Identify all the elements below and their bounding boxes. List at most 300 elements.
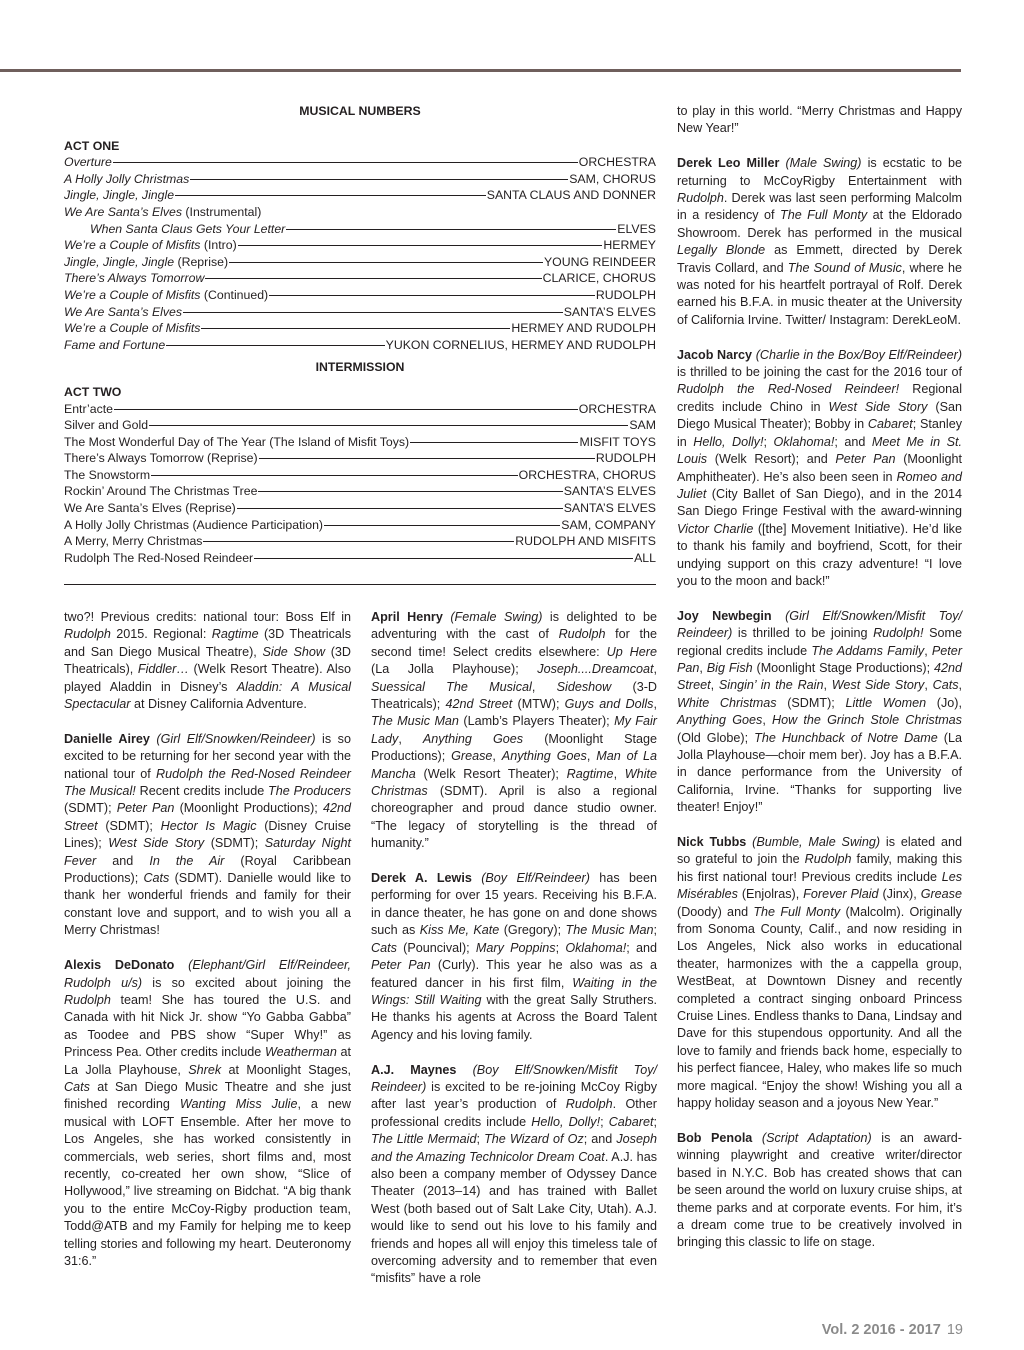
- song-row: [64, 450, 656, 467]
- bio-text: ,: [653, 662, 657, 677]
- bio-italic: The Hunchback of Notre Dame: [754, 730, 938, 745]
- bio-italic: Sideshow: [556, 679, 612, 694]
- bio-paragraph: [371, 609, 657, 853]
- bio-italic: The Music Man: [565, 923, 654, 938]
- song-name: Fame and Fortune: [64, 337, 166, 352]
- bio-text: ,: [398, 731, 423, 746]
- bio-text: ,: [699, 660, 707, 675]
- bio-text: . Other professional credits include: [371, 1097, 657, 1129]
- dot-leader: [166, 345, 384, 346]
- bio-column-middle: [371, 609, 657, 1305]
- dot-leader: [114, 409, 578, 410]
- bio-italic: Side Show: [262, 644, 325, 659]
- bio-italic: Waiting in the Wings: Still Waiting: [371, 975, 657, 1007]
- bio-text: (SDMT);: [204, 836, 265, 851]
- dot-leader: [175, 195, 486, 196]
- bio-text: (3-D Theatricals);: [371, 679, 657, 712]
- bio-text: ;: [476, 1132, 485, 1147]
- song-name: We Are Santa’s Elves: [64, 204, 183, 219]
- bio-italic: Meet Me in St. Louis: [677, 434, 962, 467]
- bio-text: , a new musical with LOFT Ensemble. After her move to Los Angeles, she has worked consistently in commercials, web series, short films and, most recently, co-created her own show, “Slice of Hollywood,” live streaming on Bidchat. “A big thank you to the entire McCoy-Rigby production team, Todd@ATB and my Family for helping me to keep telling stories and following my heart. Deuteronomy 31:6.”: [64, 1097, 351, 1268]
- song-performer: SAM, CHORUS: [569, 171, 656, 186]
- bio-text: (SDMT). April is also a regional choreographer and proud dance studio owner. “The legacy of storytelling is the thread of humanity.”: [371, 784, 657, 851]
- bio-text: ,: [653, 697, 657, 712]
- bio-italic: (Elephant/Girl Elf/Reindeer, Rudolph u/s): [64, 958, 352, 990]
- dot-leader: [203, 541, 514, 542]
- bio-text: ,: [492, 749, 502, 764]
- musical-numbers-title: MUSICAL NUMBERS: [299, 104, 421, 118]
- bio-italic: Rudolph: [558, 627, 606, 642]
- dot-leader: [151, 475, 518, 476]
- song-row: [64, 320, 656, 337]
- bio-italic: Mary Poppins: [475, 940, 556, 955]
- bio-text: is so excited to be returning for her second year with the national tour of: [64, 731, 351, 781]
- performer-name: Danielle Airey: [64, 731, 150, 746]
- bio-text: for the second time! Select credits elsewhere:: [371, 627, 657, 659]
- act-one-list: [64, 154, 656, 353]
- bio-column-left: [64, 609, 351, 1288]
- bio-italic: (Boy Elf/Reindeer): [481, 871, 590, 886]
- song-performer: HERMEY AND RUDOLPH: [511, 321, 656, 336]
- song-title: [64, 320, 200, 337]
- bio-italic: West Side Story: [831, 678, 925, 693]
- bio-text: is an award-winning playwright and creative writer/director based in N.Y.C. Bob has created shows that can be seen around the world on luxury cruise ships, at theme parks and at corporate events. For him, it’s a dream come true to be creatively involved in bringing this classic to life on stage.: [677, 1130, 962, 1250]
- bio-italic: Cabaret: [867, 417, 913, 432]
- bio-text: ; and: [834, 434, 872, 449]
- bio-text: ([the] Movement Initiative). He’d like to thank his family and boyfriend, Scott, for their undying support on this crazy adventure! “I love you to the moon and back!”: [677, 521, 962, 588]
- bio-text: ; Stanley in: [677, 417, 962, 449]
- song-title: [64, 450, 258, 467]
- bio-text: Some regional credits include: [677, 626, 963, 658]
- bio-italic: In the Air: [149, 853, 225, 868]
- song-row: [64, 204, 656, 221]
- song-note: (Continued): [200, 287, 269, 302]
- song-title: [64, 533, 202, 550]
- bio-italic: The Sound of Music: [787, 260, 902, 275]
- song-row: [64, 304, 656, 321]
- song-title: [64, 467, 150, 484]
- song-name: Entr’acte: [64, 401, 113, 416]
- song-title: [64, 517, 323, 534]
- musical-numbers-divider: [64, 584, 656, 585]
- act-two-heading: ACT TWO: [64, 384, 122, 399]
- bio-italic: Man of La Mancha: [371, 749, 657, 781]
- bio-paragraph: [677, 155, 962, 329]
- song-performer: CLARICE, CHORUS: [542, 271, 656, 286]
- bio-italic: 42nd Street: [64, 801, 351, 833]
- bio-italic: Cats: [932, 678, 959, 693]
- song-name: The Snowstorm: [64, 467, 151, 482]
- bio-italic: Les Misérables: [677, 869, 962, 902]
- song-row: [64, 517, 656, 534]
- bio-text: as Emmett, directed by Derek Travis Collard, and: [677, 243, 962, 275]
- song-performer: MISFIT TOYS: [579, 434, 656, 449]
- dot-leader: [229, 262, 543, 263]
- performer-name: Derek A. Lewis: [371, 871, 472, 886]
- bio-italic: Peter Pan: [371, 958, 431, 973]
- bio-text: ;: [653, 1114, 658, 1129]
- footer-volume: Vol. 2 2016 - 2017: [821, 1322, 941, 1338]
- song-row: [64, 401, 656, 418]
- bio-text: ; and: [626, 940, 657, 955]
- bio-text: two?! Previous credits: national tour: Boss Elf in: [64, 610, 351, 624]
- bio-paragraph: [371, 870, 657, 1044]
- bio-italic: Big Fish: [706, 660, 753, 675]
- bio-italic: West Side Story: [828, 399, 928, 414]
- bio-text: is ecstatic to be returning to McCoyRigby Entertainment with: [677, 156, 963, 188]
- bio-italic: Rudolph: [804, 852, 852, 867]
- song-note: (Instrumental): [182, 204, 262, 219]
- song-row: [64, 287, 656, 304]
- song-name: A Merry, Merry Christmas: [64, 534, 203, 549]
- bio-text: ,: [924, 678, 933, 693]
- bio-text: Recent credits include: [135, 784, 269, 799]
- bio-text: (Moonlight Amphitheater). He’s also been seen in: [677, 452, 962, 484]
- song-performer: ORCHESTRA: [578, 401, 656, 416]
- dot-leader: [190, 179, 568, 180]
- bio-italic: Little Women: [845, 695, 927, 710]
- song-title: [64, 417, 148, 434]
- bio-italic: My Fair Lady: [371, 714, 657, 746]
- bio-italic: Wanting Miss Julie: [179, 1097, 298, 1112]
- song-performer: SANTA’S ELVES: [563, 484, 656, 499]
- bio-text: is so excited about joining the: [142, 975, 351, 990]
- bio-italic: Ragtime: [566, 766, 614, 781]
- bio-italic: Rudolph: [64, 627, 111, 642]
- bio-text: Regional credits include Chino in: [677, 382, 962, 414]
- bio-paragraph: [64, 731, 351, 940]
- song-row: [64, 550, 656, 567]
- performer-name: Jacob Narcy: [677, 347, 753, 362]
- bio-italic: Grease: [451, 749, 493, 764]
- bio-italic: Rudolph the Red-Nosed Reindeer!: [677, 382, 900, 397]
- bio-italic: Rudolph: [677, 191, 724, 206]
- bio-italic: (Girl Elf/Snowken/Misfit Toy/ Reindeer): [677, 608, 962, 641]
- bio-text: (SDMT);: [97, 818, 161, 833]
- bio-italic: Shrek: [188, 1062, 222, 1077]
- bio-text: ,: [762, 713, 773, 728]
- bio-text: at Disney California Adventure.: [130, 697, 307, 712]
- performer-name: Bob Penola: [677, 1130, 753, 1145]
- bio-text: 2015. Regional:: [110, 627, 212, 642]
- song-performer: ELVES: [617, 221, 656, 236]
- bio-italic: White Christmas: [371, 766, 657, 799]
- song-row: [64, 154, 656, 171]
- bio-text: (Disney Cruise Lines);: [64, 818, 351, 851]
- bio-paragraph: [677, 347, 962, 591]
- bio-italic: Oklahoma!: [773, 434, 835, 449]
- bio-paragraph: [64, 957, 351, 1270]
- bio-paragraph: [677, 608, 962, 817]
- bio-italic: Cats: [371, 940, 397, 955]
- bio-text: (Doody) and: [677, 904, 754, 919]
- bio-paragraph: [677, 103, 962, 138]
- bio-text: at San Diego Music Theatre and she just finished recording: [64, 1079, 351, 1112]
- bio-italic: (Charlie in the Box/Boy Elf/Reindeer): [755, 347, 963, 362]
- dot-leader: [183, 312, 563, 313]
- bio-column-right: [677, 103, 962, 1269]
- bio-italic: Ragtime: [211, 627, 259, 642]
- bio-italic: Peter Pan: [835, 452, 896, 467]
- song-title: [64, 304, 182, 321]
- bio-italic: Saturday Night Fever: [64, 836, 351, 868]
- song-title: [64, 550, 253, 567]
- song-performer: RUDOLPH: [595, 287, 656, 302]
- bio-text: (Enjolras),: [737, 887, 804, 902]
- bio-italic: Cats: [143, 871, 170, 886]
- bio-italic: Anything Goes: [677, 713, 763, 728]
- bio-italic: The Wizard of Oz: [484, 1132, 584, 1147]
- bio-text: and: [96, 853, 150, 868]
- dot-leader: [286, 229, 616, 230]
- song-performer: SANTA’S ELVES: [563, 304, 656, 319]
- song-row: [64, 467, 656, 484]
- bio-text: family, making this his first national tour! Previous credits include: [677, 852, 962, 884]
- bio-italic: Singin’ in the Rain: [718, 678, 824, 693]
- song-title: [64, 204, 261, 221]
- bio-text: (Welk Resort Theater);: [415, 766, 567, 781]
- bio-text: has been performing for over 15 years. Receiving his B.F.A. in dance theater, he has gone on and done shows such as: [371, 871, 657, 938]
- bio-italic: Legally Blonde: [677, 243, 766, 258]
- song-performer: RUDOLPH: [595, 451, 656, 466]
- song-title: [64, 483, 257, 500]
- bio-paragraph: [677, 834, 962, 1113]
- song-name: We’re a Couple of Misfits: [64, 238, 201, 253]
- bio-italic: Oklahoma!: [565, 940, 627, 955]
- top-rule: [0, 69, 961, 72]
- dot-leader: [237, 508, 563, 509]
- bio-text: ;: [653, 923, 657, 938]
- dot-leader: [149, 425, 628, 426]
- dot-leader: [205, 278, 541, 279]
- song-performer: RUDOLPH AND MISFITS: [515, 534, 656, 549]
- bio-text: team! She has toured the U.S. and Canada with hit Nick Jr. show “Yo Gabba Gabba” as Toodee and PBS show “Super Why!” as Princess Pea. Other credits include: [64, 992, 351, 1060]
- performer-name: Alexis DeDonato: [64, 958, 175, 973]
- bio-italic: Rudolph: [565, 1097, 613, 1112]
- song-row: [64, 434, 656, 451]
- dot-leader: [258, 491, 562, 492]
- bio-text: ,: [586, 749, 597, 764]
- bio-text: with the great Sally Struthers. He thanks his agents at Across the Board Talent Agency and his loving family.: [371, 992, 657, 1042]
- bio-italic: The Music Man: [371, 714, 459, 729]
- song-title: [64, 254, 228, 271]
- song-title: [64, 270, 204, 287]
- song-title: [64, 237, 237, 254]
- bio-italic: Forever Plaid: [803, 887, 879, 902]
- song-title: [64, 187, 174, 204]
- bio-text: (Moonlight Productions);: [174, 801, 323, 816]
- bio-text: , where he was noted for his heartfelt portrayal of Rolf. Derek earned his B.F.A. in music theater at the University of California Irvine. Twitter/ Instagram: DerekLeoM.: [677, 260, 962, 327]
- bio-italic: Peter Pan: [677, 643, 963, 675]
- bio-text: ;: [600, 1114, 609, 1129]
- bio-italic: Up Here: [606, 644, 657, 659]
- bio-italic: (Girl Elf/Snowken/Reindeer): [156, 731, 316, 746]
- bio-text: is elated and so grateful to join the: [677, 835, 963, 867]
- bio-text: (SDMT). Danielle would like to thank her wonderful friends and family for their constant love and support, and to wish you all a Merry Christmas!: [64, 871, 351, 938]
- bio-text: [472, 871, 481, 885]
- bio-italic: Rudolph: [64, 992, 111, 1007]
- song-row: [64, 254, 656, 271]
- bio-italic: Anything Goes: [501, 749, 587, 764]
- bio-italic: Cabaret: [608, 1114, 654, 1129]
- song-name: A Holly Jolly Christmas (Audience Participation): [64, 517, 324, 532]
- song-title: [64, 287, 268, 304]
- song-performer: SANTA’S ELVES: [563, 501, 656, 516]
- bio-text: (La Jolla Playhouse—choir mem ber). Joy has a B.F.A. in dance performance from the University of California, Irvine. “Thanks for supporting live theater! Enjoy!”: [677, 730, 962, 815]
- bio-italic: The Full Monty: [753, 904, 841, 919]
- bio-text: (San Diego Musical Theater); Bobby in: [677, 399, 962, 432]
- song-title: [64, 154, 112, 171]
- bio-italic: Fiddler…: [137, 662, 189, 677]
- performer-name: Derek Leo Miller: [677, 156, 780, 171]
- bio-italic: Rudolph the Red-Nosed Reindeer The Musical!: [64, 766, 351, 799]
- page-number: 19: [946, 1322, 963, 1338]
- song-row: [64, 237, 656, 254]
- performer-name: Nick Tubbs: [677, 835, 747, 849]
- bio-italic: Hello, Dolly!: [531, 1114, 601, 1129]
- bio-text: (Moonlight Stage Productions);: [371, 731, 657, 764]
- bio-text: [752, 1131, 762, 1145]
- bio-text: ,: [958, 678, 963, 693]
- bio-text: (3D Theatricals and San Diego Musical Theatre),: [64, 627, 351, 659]
- song-row: [64, 500, 656, 517]
- bio-text: . A.J. has also been a company member of Odyssey Dance Theater (2013–14) and has trained with Ballet West (both based out of Salt Lake City, Utah). A.J. would like to send out his love to his family and friends and hopes all will enjoy this timeless tale of overcoming adversity and to remember that even “misfits” have a role: [371, 1149, 657, 1286]
- bio-italic: 42nd Street: [445, 697, 513, 712]
- song-name: Silver and Gold: [64, 418, 149, 433]
- bio-text: (MTW);: [512, 697, 565, 712]
- song-name: The Most Wonderful Day of The Year (The Island of Misfit Toys): [64, 434, 410, 449]
- song-performer: YUKON CORNELIUS, HERMEY AND RUDOLPH: [385, 337, 656, 352]
- dot-leader: [238, 245, 603, 246]
- act-one-heading: ACT ONE: [64, 138, 120, 153]
- dot-leader: [113, 162, 578, 163]
- song-performer: HERMEY: [603, 238, 656, 253]
- bio-text: (Welk Resort Theatre). Also played Aladdin in Disney’s: [64, 662, 351, 694]
- bio-text: is thrilled to be joining the cast for the 2016 tour of: [677, 365, 962, 380]
- song-name: We’re a Couple of Misfits: [64, 321, 201, 336]
- song-row: [64, 171, 656, 188]
- bio-text: (Malcolm). Originally from Sonoma County, Calif., and now residing in Los Angeles, Nick also works in educational theater, harmonizes with the a cappella group, WestBeat, at Downtown Disney and recently completed a contract singing onboard Princess Cruise Lines. Endless thanks to Dana, Lindsay and Dave for this stupendous opportunity. And all the love to family and friends back home, especially to his perfect fiancee, Haley, who makes life so much more magical. “Enjoy the show! Wishing you all a happy holiday season and a joyous New Year.”: [677, 904, 962, 1111]
- bio-text: ,: [613, 766, 625, 781]
- song-name: When Santa Claus Gets Your Letter: [90, 221, 286, 236]
- song-name: Rudolph The Red-Nosed Reindeer: [64, 550, 254, 565]
- song-note: (Reprise): [174, 254, 229, 269]
- song-performer: ORCHESTRA: [578, 155, 656, 170]
- bio-italic: Joseph....Dreamcoat: [537, 662, 654, 677]
- bio-text: at Moonlight Stages,: [221, 1062, 351, 1077]
- act-two-list: [64, 401, 656, 567]
- intermission-title: INTERMISSION: [315, 360, 405, 375]
- bio-italic: Rudolph!: [873, 626, 924, 641]
- bio-italic: Anything Goes: [422, 731, 524, 746]
- song-performer: SAM, COMPANY: [561, 517, 656, 532]
- bio-italic: The Producers: [268, 784, 351, 799]
- dot-leader: [259, 458, 595, 459]
- bio-italic: Guys and Dolls: [564, 697, 654, 712]
- bio-text: ,: [823, 678, 832, 693]
- bio-text: [456, 1063, 472, 1077]
- bio-text: (Royal Caribbean Productions);: [64, 853, 351, 886]
- song-row: [64, 337, 656, 354]
- song-title: [64, 434, 409, 451]
- song-name: Rockin’ Around The Christmas Tree: [64, 484, 258, 499]
- bio-paragraph: [677, 1130, 962, 1252]
- bio-text: at La Jolla Playhouse,: [64, 1045, 351, 1077]
- song-row: [64, 483, 656, 500]
- bio-italic: Hector Is Magic: [160, 818, 257, 833]
- bio-text: to play in this world. “Merry Christmas and Happy New Year!”: [677, 104, 962, 136]
- bio-text: ; and: [583, 1132, 617, 1147]
- bio-italic: 42nd Street: [677, 660, 963, 693]
- bio-text: (Moonlight Stage Productions);: [752, 660, 934, 675]
- song-title: [64, 337, 165, 354]
- bio-text: at the Eldorado Showroom. Derek has performed in the musical: [677, 208, 962, 240]
- dot-leader: [201, 328, 510, 329]
- song-name: We Are Santa’s Elves (Reprise): [64, 501, 236, 516]
- bio-text: (SDMT);: [64, 801, 117, 816]
- bio-text: (La Jolla Playhouse);: [371, 662, 538, 677]
- bio-italic: Grease: [920, 887, 962, 902]
- bio-text: ;: [555, 940, 566, 955]
- bio-italic: Romeo and Juliet: [677, 469, 963, 501]
- bio-text: (City Ballet of San Diego), and in the 2014 San Diego Fringe Festival with the award-winning: [677, 486, 962, 519]
- bio-italic: The Addams Family: [811, 643, 925, 658]
- dot-leader: [410, 442, 578, 443]
- song-title: [64, 221, 285, 238]
- bio-text: ,: [710, 678, 719, 693]
- song-title: [64, 500, 236, 517]
- bio-text: (SDMT);: [776, 695, 846, 710]
- bio-italic: (Female Swing): [450, 610, 543, 624]
- song-name: There’s Always Tomorrow (Reprise): [64, 451, 258, 466]
- dot-leader: [324, 525, 560, 526]
- bio-italic: The Full Monty: [780, 208, 868, 223]
- bio-text: (Jinx),: [878, 887, 921, 902]
- bio-italic: How the Grinch Stole Christmas: [772, 713, 962, 728]
- bio-italic: Kiss Me, Kate: [419, 923, 500, 938]
- bio-italic: Joseph and the Amazing Technicolor Dream Coat: [371, 1132, 657, 1164]
- bio-italic: Hello, Dolly!: [693, 434, 764, 449]
- song-name: Overture: [64, 155, 112, 170]
- bio-text: (Curly). This year he also was as a featured dancer in his first film,: [371, 958, 658, 990]
- song-performer: ALL: [634, 550, 656, 565]
- performer-name: Joy Newbegin: [677, 608, 772, 623]
- bio-italic: The Little Mermaid: [371, 1132, 477, 1147]
- bio-text: (Welk Resort); and: [707, 452, 836, 467]
- bio-italic: Aladdin: A Musical Spectacular: [64, 679, 351, 712]
- bio-text: is excited to be re-joining McCoy Rigby after last year’s production of: [371, 1079, 657, 1112]
- bio-text: [772, 609, 785, 623]
- song-name: We Are Santa’s Elves: [64, 304, 183, 319]
- song-performer: YOUNG REINDEER: [543, 254, 656, 269]
- song-name: Jingle, Jingle, Jingle: [64, 254, 175, 269]
- song-name: There’s Always Tomorrow: [64, 271, 205, 286]
- song-name: We’re a Couple of Misfits: [64, 287, 201, 302]
- song-title: [64, 171, 189, 188]
- bio-text: . Derek was last seen performing Malcolm in a residency of: [677, 191, 962, 223]
- bio-italic: Weatherman: [264, 1045, 337, 1060]
- bio-italic: (Boy Elf/Snowken/Misfit Toy/ Reindeer): [371, 1062, 658, 1094]
- bio-text: (Jo),: [926, 695, 962, 710]
- song-name: Jingle, Jingle, Jingle: [64, 188, 175, 203]
- page-footer: [822, 1322, 963, 1338]
- bio-italic: White Christmas: [677, 695, 777, 710]
- song-row: [64, 187, 656, 204]
- bio-text: (Old Globe);: [677, 730, 755, 745]
- bio-italic: (Bumble, Male Swing): [752, 835, 881, 849]
- bio-paragraph: [64, 609, 351, 713]
- bio-text: (Gregory);: [499, 923, 566, 938]
